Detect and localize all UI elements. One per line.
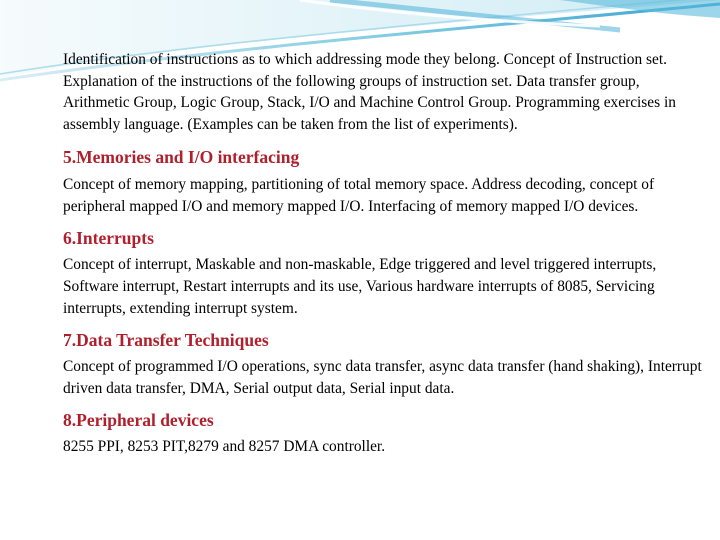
intro-paragraph: Identification of instructions as to which addressing mode they belong. Concept of Instruction set. Explanation of the instructions of the following groups of instruction set. Data transfer group, Arithmetic Group, Logic Group, Stack, I/O and Machine Control Group. Programming exercises in assembly language. (Examples can be taken from the list of experiments). xyxy=(63,51,676,134)
section-heading-data-transfer: 7.Data Transfer Techniques xyxy=(63,330,269,351)
section-heading-interrupts: 6.Interrupts xyxy=(63,228,154,249)
section-body-interrupts: Concept of interrupt, Maskable and non-maskable, Edge triggered and level triggered interrupts, Software interrupt, Restart interrupts and its use, Various hardware interrupts of 8085, Servicing interrupts, extending interrupt system. xyxy=(63,256,657,317)
section-body-peripheral: 8255 PPI, 8253 PIT,8279 and 8257 DMA controller. xyxy=(63,437,386,455)
section-heading-peripheral: 8.Peripheral devices xyxy=(63,409,214,430)
section-heading-memories: 5.Memories and I/O interfacing xyxy=(63,146,300,167)
section-body-memories: Concept of memory mapping, partitioning of total memory space. Address decoding, concept of peripheral mapped I/O and memory mapped I/O. Interfacing of memory mapped I/O devices. xyxy=(63,175,655,215)
slide-content xyxy=(63,49,703,457)
section-body-data-transfer: Concept of programmed I/O operations, sync data transfer, async data transfer (hand shaking), Interrupt driven data transfer, DMA, Serial output data, Serial input data. xyxy=(63,358,702,398)
